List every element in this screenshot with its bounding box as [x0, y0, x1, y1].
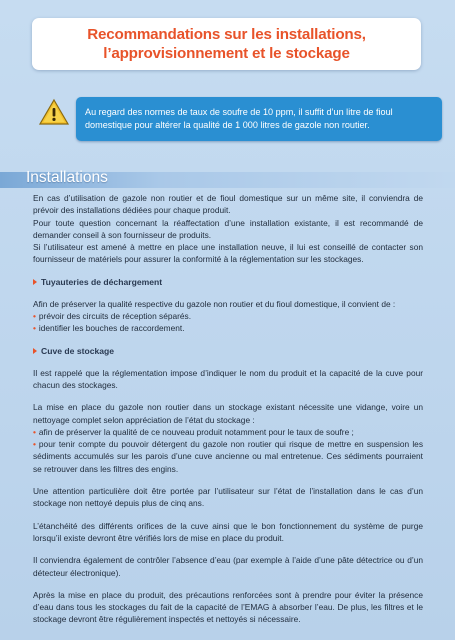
- cuve-paragraph-4: L’étanchéité des différents orifices de la cuve ainsi que le bon fonctionnement du système de purge lorsqu’il existe devront être vérifiés lors de mise en place du produit.: [33, 520, 423, 543]
- bullet-icon: •: [33, 323, 36, 334]
- subheading-tuyauteries-label: Tuyauteries de déchargement: [41, 276, 163, 287]
- cuve-paragraph-6: Après la mise en place du produit, des précautions renforcées sont à prendre pour éviter la présence d’eau dans tous les stockages du fait de la capacité de l’EMAG à absorber l’eau. De plus, les filtres et le stockage devront être régulièrement inspectés et nettoyés si nécessaire.: [33, 589, 423, 625]
- intro-paragraph-2: Pour toute question concernant la réaffectation d’une installation existante, il est recommandé de demander conseil à son fournisseur de produits.: [33, 217, 423, 240]
- warning-triangle-icon: [38, 98, 70, 126]
- list-item: [33, 310, 423, 322]
- list-item: [33, 426, 423, 438]
- section-title: Installations: [26, 169, 108, 186]
- warning-text: Au regard des normes de taux de soufre de 10 ppm, il suffit d’un litre de fioul domestique pour altérer la qualité de 1 000 litres de gazole non routier.: [85, 107, 393, 130]
- list-item-text: identifier les bouches de raccordement.: [38, 323, 185, 334]
- bullet-icon: •: [33, 426, 36, 437]
- list-item-text: prévoir des circuits de réception séparés.: [38, 311, 192, 322]
- subheading-cuve: [33, 345, 423, 357]
- intro-paragraph-3: Si l’utilisateur est amené à mettre en place une installation neuve, il lui est conseillé de contacter son fournisseur de matériels pour assurer la conformité à la réglementation sur les stockages.: [33, 242, 423, 265]
- page-title-line-1: Recommandations sur les installations,: [87, 26, 366, 43]
- tuyauteries-paragraph: Afin de préserver la qualité respective du gazole non routier et du fioul domestique, il convient de :: [33, 298, 396, 309]
- cuve-paragraph-2: La mise en place du gazole non routier dans un stockage existant nécessite une vidange, voire un nettoyage complet selon appréciation de l’état du stockage :: [33, 402, 423, 425]
- cuve-paragraph-1: Il est rappelé que la réglementation impose d’indiquer le nom du produit et la capacité de la cuve pour chacun des stockages.: [33, 367, 423, 390]
- warning-box: [76, 97, 442, 141]
- bullet-icon: •: [33, 311, 36, 322]
- arrow-right-icon: [33, 279, 37, 285]
- intro-paragraph-1: En cas d’utilisation de gazole non routier et de fioul domestique sur un même site, il conviendra de prévoir des installations dédiées pour chaque produit.: [33, 193, 423, 216]
- bullet-icon: •: [33, 439, 36, 450]
- page-title-line-2: l’approvisionnement et le stockage: [103, 45, 350, 62]
- title-box: [32, 18, 421, 70]
- list-item-text: pour tenir compte du pouvoir détergent du gazole non routier qui risque de mettre en suspension les sédiments accumulés sur les parois d’une cuve ancienne ou mal entretenue. Ces sédiments pourraient se retrouver dans les filtres des engins.: [33, 439, 423, 474]
- arrow-right-icon: [33, 348, 37, 354]
- subheading-tuyauteries: [33, 276, 423, 288]
- list-item-text: afin de préserver la qualité de ce nouveau produit notamment pour le taux de soufre ;: [38, 426, 354, 437]
- cuve-paragraph-5: Il conviendra également de contrôler l’absence d’eau (par exemple à l’aide d’une pâte détectrice ou d’un détecteur électronique).: [33, 555, 423, 578]
- cuve-paragraph-3: Une attention particulière doit être portée par l’utilisateur sur l’état de l’installation dans le cas d’un stockage non nettoyé depuis plus de cinq ans.: [33, 486, 423, 509]
- content-body: [33, 192, 423, 626]
- subheading-cuve-label: Cuve de stockage: [41, 345, 115, 356]
- list-item: [33, 438, 423, 475]
- list-item: [33, 322, 423, 334]
